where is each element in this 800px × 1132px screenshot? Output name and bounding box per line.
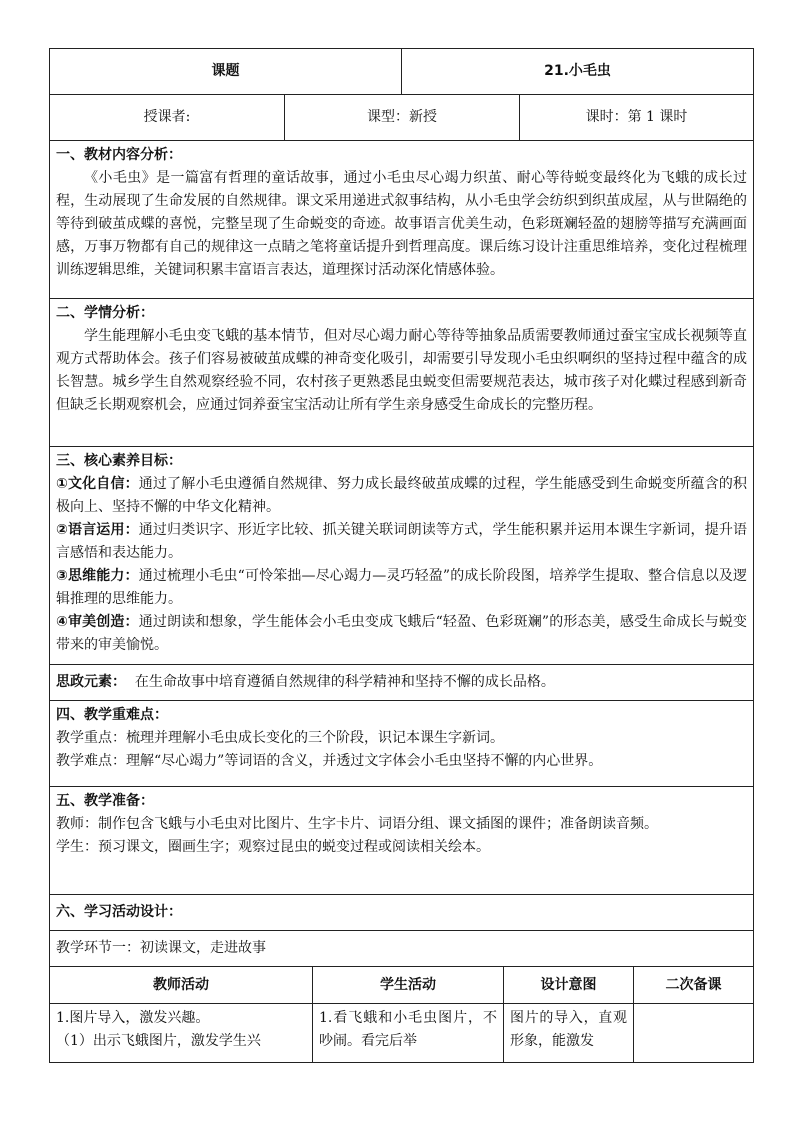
goal-item xyxy=(56,611,747,657)
student-activity-cell: 1.看飞蛾和小毛虫图片，不吵闹。看完后举 xyxy=(313,1004,504,1063)
section-key-points xyxy=(50,701,754,787)
topic-value: 21.小毛虫 xyxy=(402,49,754,95)
section-body: 《小毛虫》是一篇富有哲理的童话故事，通过小毛虫尽心竭力织茧、耐心等待蜕变最终化为飞蛾的成长过程，生动展现了生命发展的自然规律。课文采用递进式叙事结构，从小毛虫学会纺织到织茧成屋，从与世隔绝的等待到破茧成蝶的喜悦，完整呈现了生命蜕变的奇迹。故事语言优美生动，色彩斑斓轻盈的翅膀等描写充满画面感，万事万物都有自己的规律这一点睛之笔将童话提升到哲理高度。课后练习设计注重思维培养，变化过程梳理训练逻辑思维，关键词积累丰富语言表达，道理探讨活动深化情感体验。 xyxy=(56,170,747,278)
ideology-label: 思政元素： xyxy=(56,673,126,690)
teacher-activity-line: 1.图片导入，激发兴趣。 xyxy=(56,1010,210,1026)
key-point: 教学重点：梳理并理解小毛虫成长变化的三个阶段，识记本课生字新词。 xyxy=(56,730,504,746)
lesson-plan xyxy=(49,48,753,1063)
section-preparation xyxy=(50,787,754,895)
goal-text: 通过朗读和想象，学生能体会小毛虫变成飞蛾后“轻盈、色彩斑斓”的形态美，感受生命成长与蜕变带来的审美愉悦。 xyxy=(56,614,748,653)
section-activity-design xyxy=(50,895,754,931)
col-second-prep: 二次备课 xyxy=(634,967,754,1004)
difficult-point: 教学难点：理解“尽心竭力”等词语的含义，并透过文字体会小毛虫坚持不懈的内心世界。 xyxy=(56,753,603,769)
section-title: 二、学情分析： xyxy=(56,305,154,321)
stage-title: 教学环节一：初读课文，走进故事 xyxy=(50,931,754,967)
activity-table xyxy=(49,966,754,1063)
goal-item xyxy=(56,565,747,611)
lesson-plan-table xyxy=(49,48,754,967)
section-title: 五、教学准备： xyxy=(56,793,154,809)
section-title: 一、教材内容分析： xyxy=(56,147,182,163)
col-student-activity: 学生活动 xyxy=(313,967,504,1004)
second-prep-cell xyxy=(634,1004,754,1063)
section-title: 四、教学重难点： xyxy=(56,707,168,723)
goal-item xyxy=(56,519,747,565)
student-prep: 学生：预习课文，圈画生字；观察过昆虫的蜕变过程或阅读相关绘本。 xyxy=(56,839,490,855)
ideology-text: 在生命故事中培育遵循自然规律的科学精神和坚持不懈的成长品格。 xyxy=(134,673,555,690)
goal-text: 通过归类识字、形近字比较、抓关键关联词朗读等方式，学生能积累并运用本课生字新词，提升语言感悟和表达能力。 xyxy=(56,522,747,561)
goal-item xyxy=(56,473,747,519)
col-teacher-activity: 教师活动 xyxy=(50,967,313,1004)
lesson-type: 课型：新授 xyxy=(285,95,520,141)
goal-text: 通过了解小毛虫遵循自然规律、努力成长最终破茧成蝶的过程，学生能感受到生命蜕变所蕴含的积极向上、坚持不懈的中华文化精神。 xyxy=(56,476,747,515)
goal-label: ④审美创造： xyxy=(56,614,139,630)
goal-label: ②语言运用： xyxy=(56,522,139,538)
teacher-activity-line: （1）出示飞蛾图片，激发学生兴 xyxy=(56,1033,261,1049)
topic-label: 课题 xyxy=(50,49,402,95)
section-ideology xyxy=(50,665,754,701)
teacher-prep: 教师：制作包含飞蛾与小毛虫对比图片、生字卡片、词语分组、课文插图的课件；准备朗读音频。 xyxy=(56,816,658,832)
col-design-intent: 设计意图 xyxy=(504,967,634,1004)
goal-text: 通过梳理小毛虫“可怜笨拙—尽心竭力—灵巧轻盈”的成长阶段图，培养学生提取、整合信息以及逻辑推理的思维能力。 xyxy=(56,568,748,607)
lesson-period: 课时：第 1 课时 xyxy=(520,95,754,141)
section-title: 六、学习活动设计： xyxy=(56,903,182,920)
section-title: 三、核心素养目标： xyxy=(56,453,182,469)
section-body: 学生能理解小毛虫变飞蛾的基本情节，但对尽心竭力耐心等待等抽象品质需要教师通过蚕宝宝成长视频等直观方式帮助体会。孩子们容易被破茧成蝶的神奇变化吸引，却需要引导发现小毛虫织啊织的坚持过程中蕴含的成长智慧。城乡学生自然观察经验不同，农村孩子更熟悉昆虫蜕变但需要规范表达，城市孩子对化蝶过程感到新奇但缺乏长期观察机会，应通过饲养蚕宝宝活动让所有学生亲身感受生命成长的完整历程。 xyxy=(56,328,747,413)
section-learner-analysis xyxy=(50,299,754,447)
design-intent-cell: 图片的导入，直观形象，能激发 xyxy=(504,1004,634,1063)
section-core-goals xyxy=(50,447,754,665)
goal-label: ①文化自信： xyxy=(56,476,139,492)
teacher-label: 授课者: xyxy=(50,95,285,141)
goal-label: ③思维能力： xyxy=(56,568,139,584)
section-content-analysis xyxy=(50,141,754,299)
teacher-activity-cell xyxy=(50,1004,313,1063)
